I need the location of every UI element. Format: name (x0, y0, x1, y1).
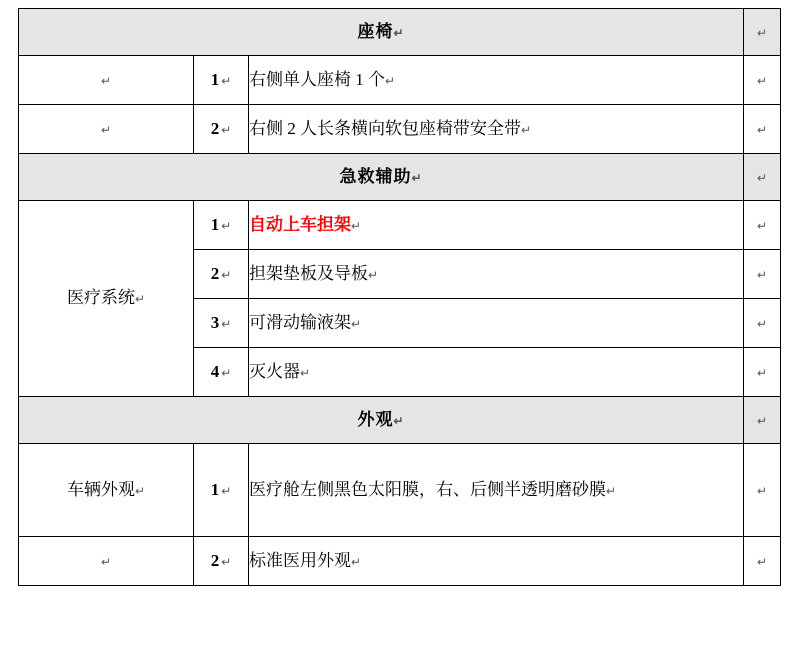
row-index-cell: 1 ↵ (194, 444, 249, 537)
row-label-cell (19, 105, 194, 154)
highlighted-text: 自动上车担架 (249, 214, 351, 234)
paragraph-marker-icon: ↵ (351, 316, 362, 331)
row-text-cell: 标准医用外观↵ (249, 537, 744, 586)
row-marker-cell (744, 105, 781, 154)
row-index-cell: 2 ↵ (194, 105, 249, 154)
table-row (19, 201, 781, 250)
paragraph-marker-icon: ↵ (368, 267, 379, 282)
paragraph-marker-icon: ↵ (756, 413, 768, 428)
row-text-cell: 灭火器↵ (249, 348, 744, 397)
row-marker-cell (744, 397, 781, 444)
paragraph-marker-icon: ↵ (221, 122, 232, 137)
paragraph-marker-icon: ↵ (756, 218, 768, 233)
row-index-cell: 1 ↵ (194, 56, 249, 105)
row-index-cell: 4 ↵ (194, 348, 249, 397)
group-label-medical-system: 医疗系统↵ (19, 201, 194, 397)
paragraph-marker-icon: ↵ (756, 483, 768, 498)
paragraph-marker-icon: ↵ (221, 365, 232, 380)
paragraph-marker-icon: ↵ (221, 316, 232, 331)
paragraph-marker-icon: ↵ (411, 170, 423, 185)
row-marker-cell (744, 444, 781, 537)
table-row (19, 537, 781, 586)
specification-table (18, 8, 781, 586)
paragraph-marker-icon: ↵ (756, 170, 768, 185)
paragraph-marker-icon: ↵ (393, 25, 405, 40)
row-marker-cell (744, 154, 781, 201)
paragraph-marker-icon: ↵ (756, 25, 768, 40)
table-row (19, 9, 781, 56)
paragraph-marker-icon: ↵ (134, 483, 146, 498)
paragraph-marker-icon: ↵ (351, 554, 362, 569)
table-row (19, 397, 781, 444)
row-index-cell: 2 ↵ (194, 250, 249, 299)
paragraph-marker-icon: ↵ (756, 365, 768, 380)
row-text-cell: 右侧 2 人长条横向软包座椅带安全带↵ (249, 105, 744, 154)
row-text-cell: 右侧单人座椅 1 个↵ (249, 56, 744, 105)
paragraph-marker-icon: ↵ (756, 554, 768, 569)
row-marker-cell (744, 348, 781, 397)
paragraph-marker-icon: ↵ (100, 73, 112, 88)
row-marker-cell (744, 537, 781, 586)
row-text-cell: 担架垫板及导板↵ (249, 250, 744, 299)
table-row (19, 56, 781, 105)
paragraph-marker-icon: ↵ (756, 316, 768, 331)
table-row (19, 154, 781, 201)
paragraph-marker-icon: ↵ (393, 413, 405, 428)
row-text-cell (249, 201, 744, 250)
section-header-emergency-aid: 急救辅助↵ (19, 154, 744, 201)
paragraph-marker-icon: ↵ (221, 267, 232, 282)
section-header-appearance: 外观↵ (19, 397, 744, 444)
row-label-cell (19, 537, 194, 586)
paragraph-marker-icon: ↵ (221, 483, 232, 498)
paragraph-marker-icon: ↵ (521, 122, 532, 137)
row-marker-cell (744, 56, 781, 105)
paragraph-marker-icon: ↵ (351, 218, 362, 233)
section-header-seats: 座椅↵ (19, 9, 744, 56)
row-marker-cell (744, 250, 781, 299)
paragraph-marker-icon: ↵ (221, 73, 232, 88)
row-marker-cell (744, 299, 781, 348)
paragraph-marker-icon: ↵ (100, 554, 112, 569)
row-marker-cell (744, 201, 781, 250)
paragraph-marker-icon: ↵ (756, 122, 768, 137)
paragraph-marker-icon: ↵ (300, 365, 311, 380)
row-label-cell (19, 56, 194, 105)
paragraph-marker-icon: ↵ (134, 292, 146, 307)
row-index-cell: 3 ↵ (194, 299, 249, 348)
row-text-cell: 医疗舱左侧黑色太阳膜，右、后侧半透明磨砂膜↵ (249, 444, 744, 537)
paragraph-marker-icon: ↵ (221, 218, 232, 233)
paragraph-marker-icon: ↵ (385, 73, 396, 88)
paragraph-marker-icon: ↵ (221, 554, 232, 569)
paragraph-marker-icon: ↵ (756, 73, 768, 88)
group-label-vehicle-appearance: 车辆外观↵ (19, 444, 194, 537)
paragraph-marker-icon: ↵ (606, 484, 617, 499)
paragraph-marker-icon: ↵ (756, 267, 768, 282)
paragraph-marker-icon: ↵ (100, 122, 112, 137)
row-index-cell: 2 ↵ (194, 537, 249, 586)
row-index-cell: 1 ↵ (194, 201, 249, 250)
table-row (19, 105, 781, 154)
row-text-cell: 可滑动输液架↵ (249, 299, 744, 348)
row-marker-cell (744, 9, 781, 56)
table-row (19, 444, 781, 537)
